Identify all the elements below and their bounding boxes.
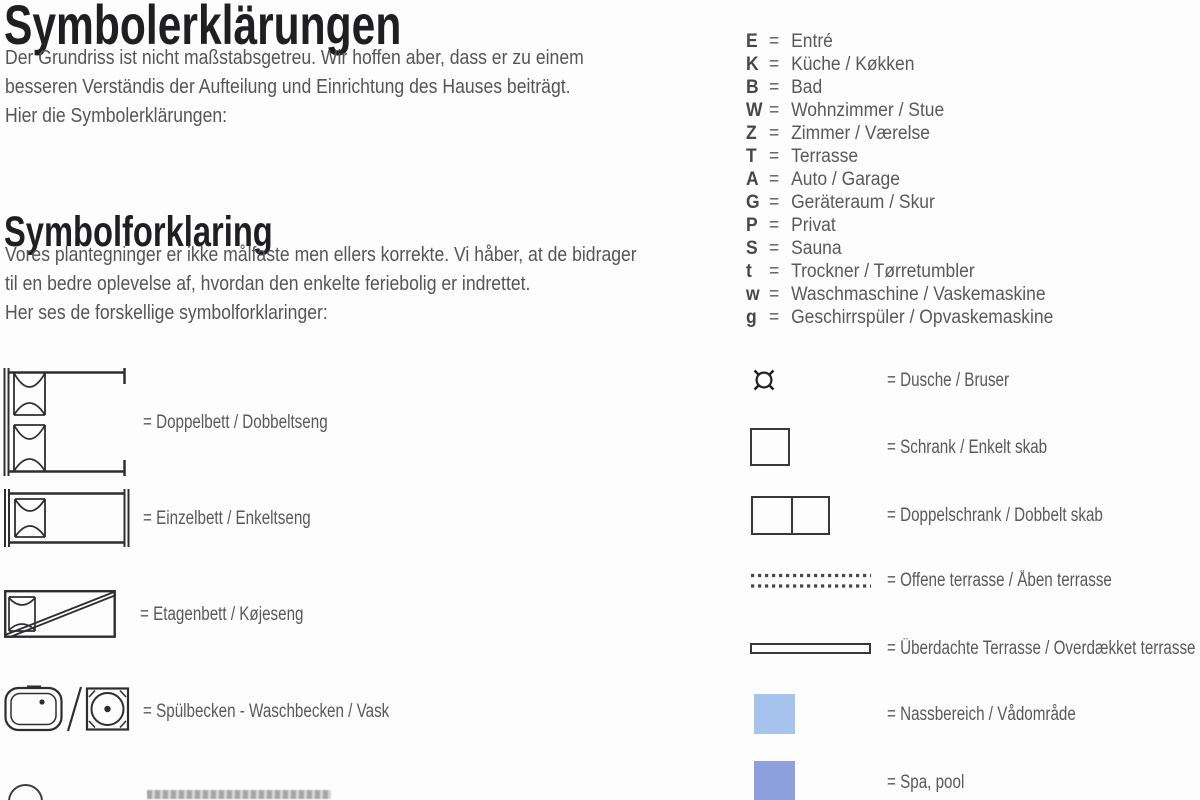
equals-sign: =: [769, 261, 780, 282]
shower-icon: [752, 368, 776, 392]
legend-key: K: [746, 54, 759, 75]
sink-basin-icon: [4, 685, 130, 733]
legend-label: Küche / Køkken: [791, 54, 915, 75]
legend-label: Geräteraum / Skur: [791, 192, 935, 213]
legend-key: B: [746, 77, 759, 98]
legend-key: T: [746, 146, 757, 167]
legend-row: [746, 191, 1053, 214]
covered-terrace-icon: [750, 643, 871, 654]
equals-sign: =: [769, 307, 780, 328]
legend-label: Zimmer / Værelse: [791, 123, 930, 144]
page-title-german: Symbolerklärungen: [4, 0, 402, 56]
legend-key: S: [746, 238, 758, 259]
symbol-label: = Doppelschrank / Dobbelt skab: [887, 505, 1103, 526]
circle-icon: [8, 784, 43, 800]
equals-sign: =: [769, 238, 780, 259]
equals-sign: =: [769, 54, 780, 75]
double-wardrobe-icon: [751, 496, 830, 535]
equals-sign: =: [769, 284, 780, 305]
open-terrace-icon: [750, 571, 872, 591]
legend-row: [746, 306, 1053, 329]
legend-label: Privat: [791, 215, 836, 236]
section-title-danish: Symbolforklaring: [4, 207, 273, 256]
bunk-bed-icon: [4, 590, 116, 638]
equals-sign: =: [769, 169, 780, 190]
legend-key: E: [746, 31, 758, 52]
wet-area-swatch: [754, 694, 795, 734]
legend-key: Z: [746, 123, 757, 144]
symbol-label: = Spa, pool: [887, 772, 965, 793]
legend-label: Trockner / Tørretumbler: [791, 261, 975, 282]
equals-sign: =: [769, 215, 780, 236]
legend-row: [746, 168, 1053, 191]
legend-key: G: [746, 192, 760, 213]
symbol-label: = Schrank / Enkelt skab: [887, 437, 1048, 458]
symbol-label: = Überdachte Terrasse / Overdækket terrasse: [887, 638, 1196, 659]
legend-row: [746, 260, 1053, 283]
room-letter-legend: [746, 30, 1053, 329]
legend-row: [746, 122, 1053, 145]
text-line: til en bedre oplevelse af, hvordan den enkelte feriebolig er indrettet.: [5, 273, 531, 295]
symbol-label: = Spülbecken - Waschbecken / Vask: [143, 701, 390, 722]
legend-key: A: [746, 169, 759, 190]
legend-row: [746, 53, 1053, 76]
equals-sign: =: [769, 31, 780, 52]
legend-label: Sauna: [791, 238, 842, 259]
legend-row: [746, 76, 1053, 99]
symbol-label: = Einzelbett / Enkeltseng: [143, 508, 311, 529]
double-bed-icon: [2, 368, 130, 476]
symbol-label: = Nassbereich / Vådområde: [887, 704, 1076, 725]
equals-sign: =: [769, 146, 780, 167]
wardrobe-divider: [791, 496, 794, 535]
single-wardrobe-icon: [750, 428, 790, 466]
spa-pool-swatch: [754, 761, 795, 800]
legend-label: Geschirrspüler / Opvaskemaskine: [791, 307, 1054, 328]
legend-label: Wohnzimmer / Stue: [791, 100, 945, 121]
legend-key: P: [746, 215, 758, 236]
equals-sign: =: [769, 192, 780, 213]
equals-sign: =: [769, 77, 780, 98]
text-line: besseren Verständis der Aufteilung und Einrichtung des Hauses beiträgt.: [5, 76, 571, 98]
equals-sign: =: [769, 123, 780, 144]
text-line: Hier die Symbolerklärungen:: [5, 105, 228, 127]
legend-key: W: [746, 100, 763, 121]
symbol-label: = Offene terrasse / Åben terrasse: [887, 570, 1112, 591]
cut-off-label: [147, 790, 331, 799]
intro-german: [5, 44, 584, 131]
legend-row: [746, 99, 1053, 122]
legend-row: [746, 237, 1053, 260]
legend-row: [746, 283, 1053, 306]
legend-key: w: [746, 284, 760, 305]
text-line: Her ses de forskellige symbolforklaringer:: [5, 302, 328, 324]
single-bed-icon: [3, 489, 131, 547]
legend-key: g: [746, 307, 757, 328]
legend-label: Entré: [791, 31, 833, 52]
text-line: Vores plantegninger er ikke målfaste men ellers korrekte. Vi håber, at de bidrager: [5, 244, 637, 266]
text-line: Der Grundriss ist nicht maßstabsgetreu. Wir hoffen aber, dass er zu einem: [5, 47, 584, 69]
legend-row: [746, 30, 1053, 53]
legend-row: [746, 214, 1053, 237]
symbol-label: = Doppelbett / Dobbeltseng: [143, 412, 328, 433]
symbol-label: = Dusche / Bruser: [887, 370, 1010, 391]
legend-label: Terrasse: [791, 146, 859, 167]
legend-label: Bad: [791, 77, 823, 98]
legend-label: Auto / Garage: [791, 169, 900, 190]
legend-label: Waschmaschine / Vaskemaskine: [791, 284, 1046, 305]
legend-key: t: [746, 261, 752, 282]
legend-row: [746, 145, 1053, 168]
intro-danish: [5, 241, 637, 328]
symbol-label: = Etagenbett / Køjeseng: [140, 604, 304, 625]
equals-sign: =: [769, 100, 780, 121]
